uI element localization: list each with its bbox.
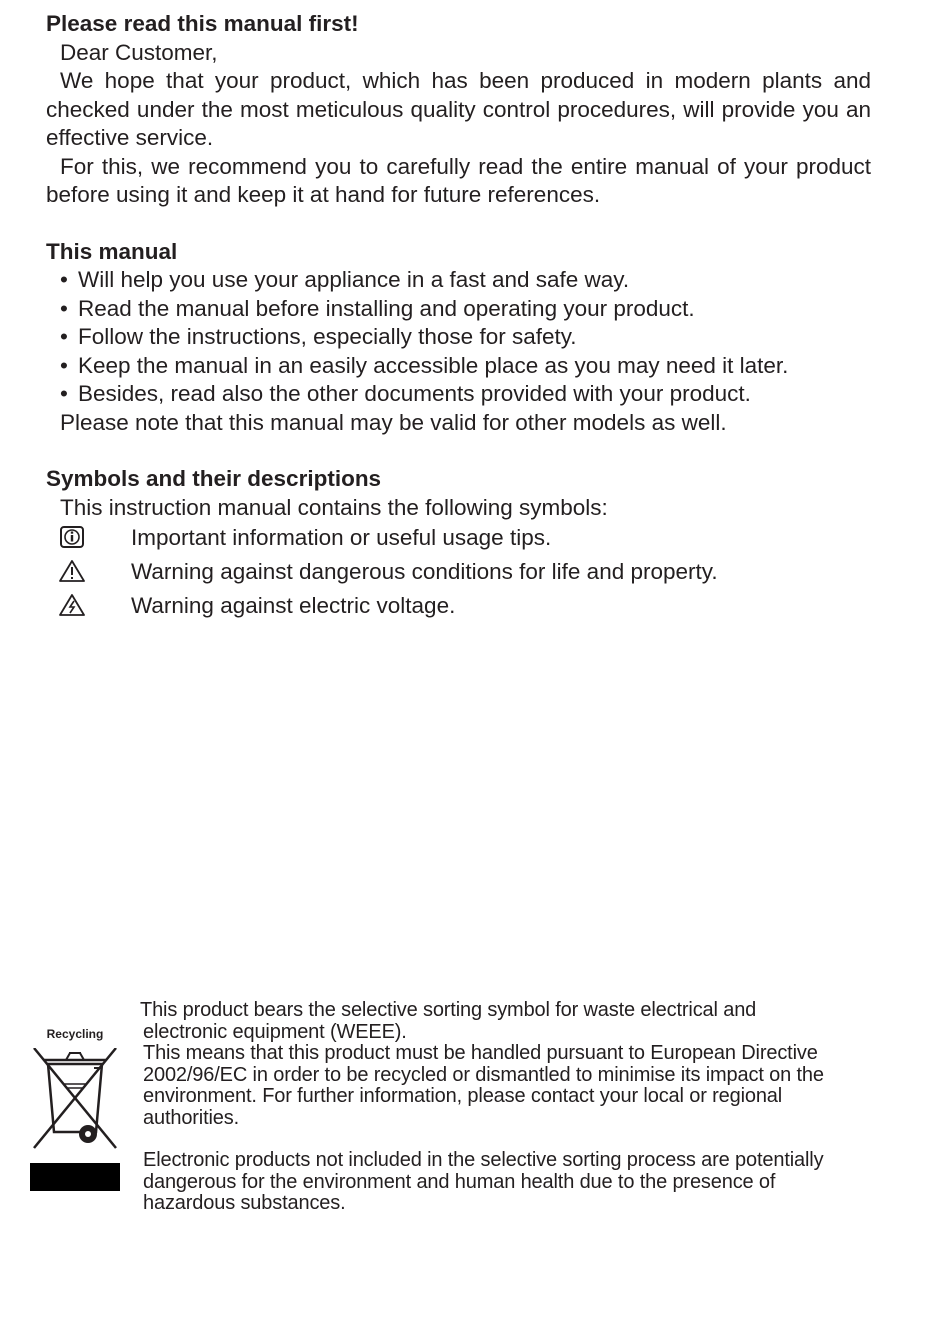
symbol-description: Important information or useful usage tips. — [131, 525, 552, 550]
weee-paragraph-2: This means that this product must be handled pursuant to European Directive 2002/96/EC in order to be recycled or dismantled to minimise its impact on the environment. For further information, please contact your local or regional authorities. — [143, 1042, 824, 1129]
warning-icon — [59, 559, 85, 583]
weee-notice — [140, 1000, 852, 1215]
symbol-description: Warning against electric voltage. — [131, 593, 456, 618]
weee-line-2: electronic equipment (WEEE). — [143, 1020, 407, 1043]
recycling-label: Recycling — [46, 1027, 104, 1041]
weee-black-bar — [30, 1163, 120, 1191]
list-item: • Follow the instructions, especially those for safety. — [60, 323, 871, 352]
weee-paragraph-3: Electronic products not included in the selective sorting process are potentially dangerous for the environment and human health due to the presence of hazardous substances. — [143, 1149, 824, 1214]
manual-note: Please note that this manual may be valid for other models as well. — [60, 409, 727, 435]
intro-paragraph-2: For this, we recommend you to carefully read the entire manual of your product before using it and keep it at hand for future references. — [46, 153, 871, 207]
page-title: Please read this manual first! — [46, 11, 359, 36]
symbols-intro: This instruction manual contains the following symbols: — [60, 494, 608, 520]
weee-recycling-logo — [28, 1026, 122, 1192]
symbols-heading: Symbols and their descriptions — [46, 466, 382, 491]
crossed-bin-icon — [28, 1048, 122, 1158]
electric-warning-icon — [59, 593, 85, 617]
symbol-row-info — [46, 522, 871, 556]
list-item: • Besides, read also the other documents provided with your product. — [60, 380, 871, 409]
symbol-row-electric — [46, 590, 871, 624]
list-item: • Read the manual before installing and operating your product. — [60, 295, 871, 324]
list-item: • Keep the manual in an easily accessible place as you may need it later. — [60, 352, 871, 381]
list-item: • Will help you use your appliance in a fast and safe way. — [60, 266, 871, 295]
manual-bullet-list — [46, 266, 871, 409]
greeting: Dear Customer, — [60, 39, 218, 65]
intro-paragraph-1: We hope that your product, which has been produced in modern plants and checked under the most meticulous quality control procedures, will provide you an effective service. — [46, 68, 871, 150]
info-icon — [59, 525, 85, 549]
manual-intro-page — [46, 10, 871, 624]
manual-heading: This manual — [46, 238, 178, 264]
symbol-row-warning — [46, 556, 871, 590]
symbol-description: Warning against dangerous conditions for life and property. — [131, 559, 718, 584]
weee-line-1: This product bears the selective sorting symbol for waste electrical and — [140, 999, 757, 1021]
